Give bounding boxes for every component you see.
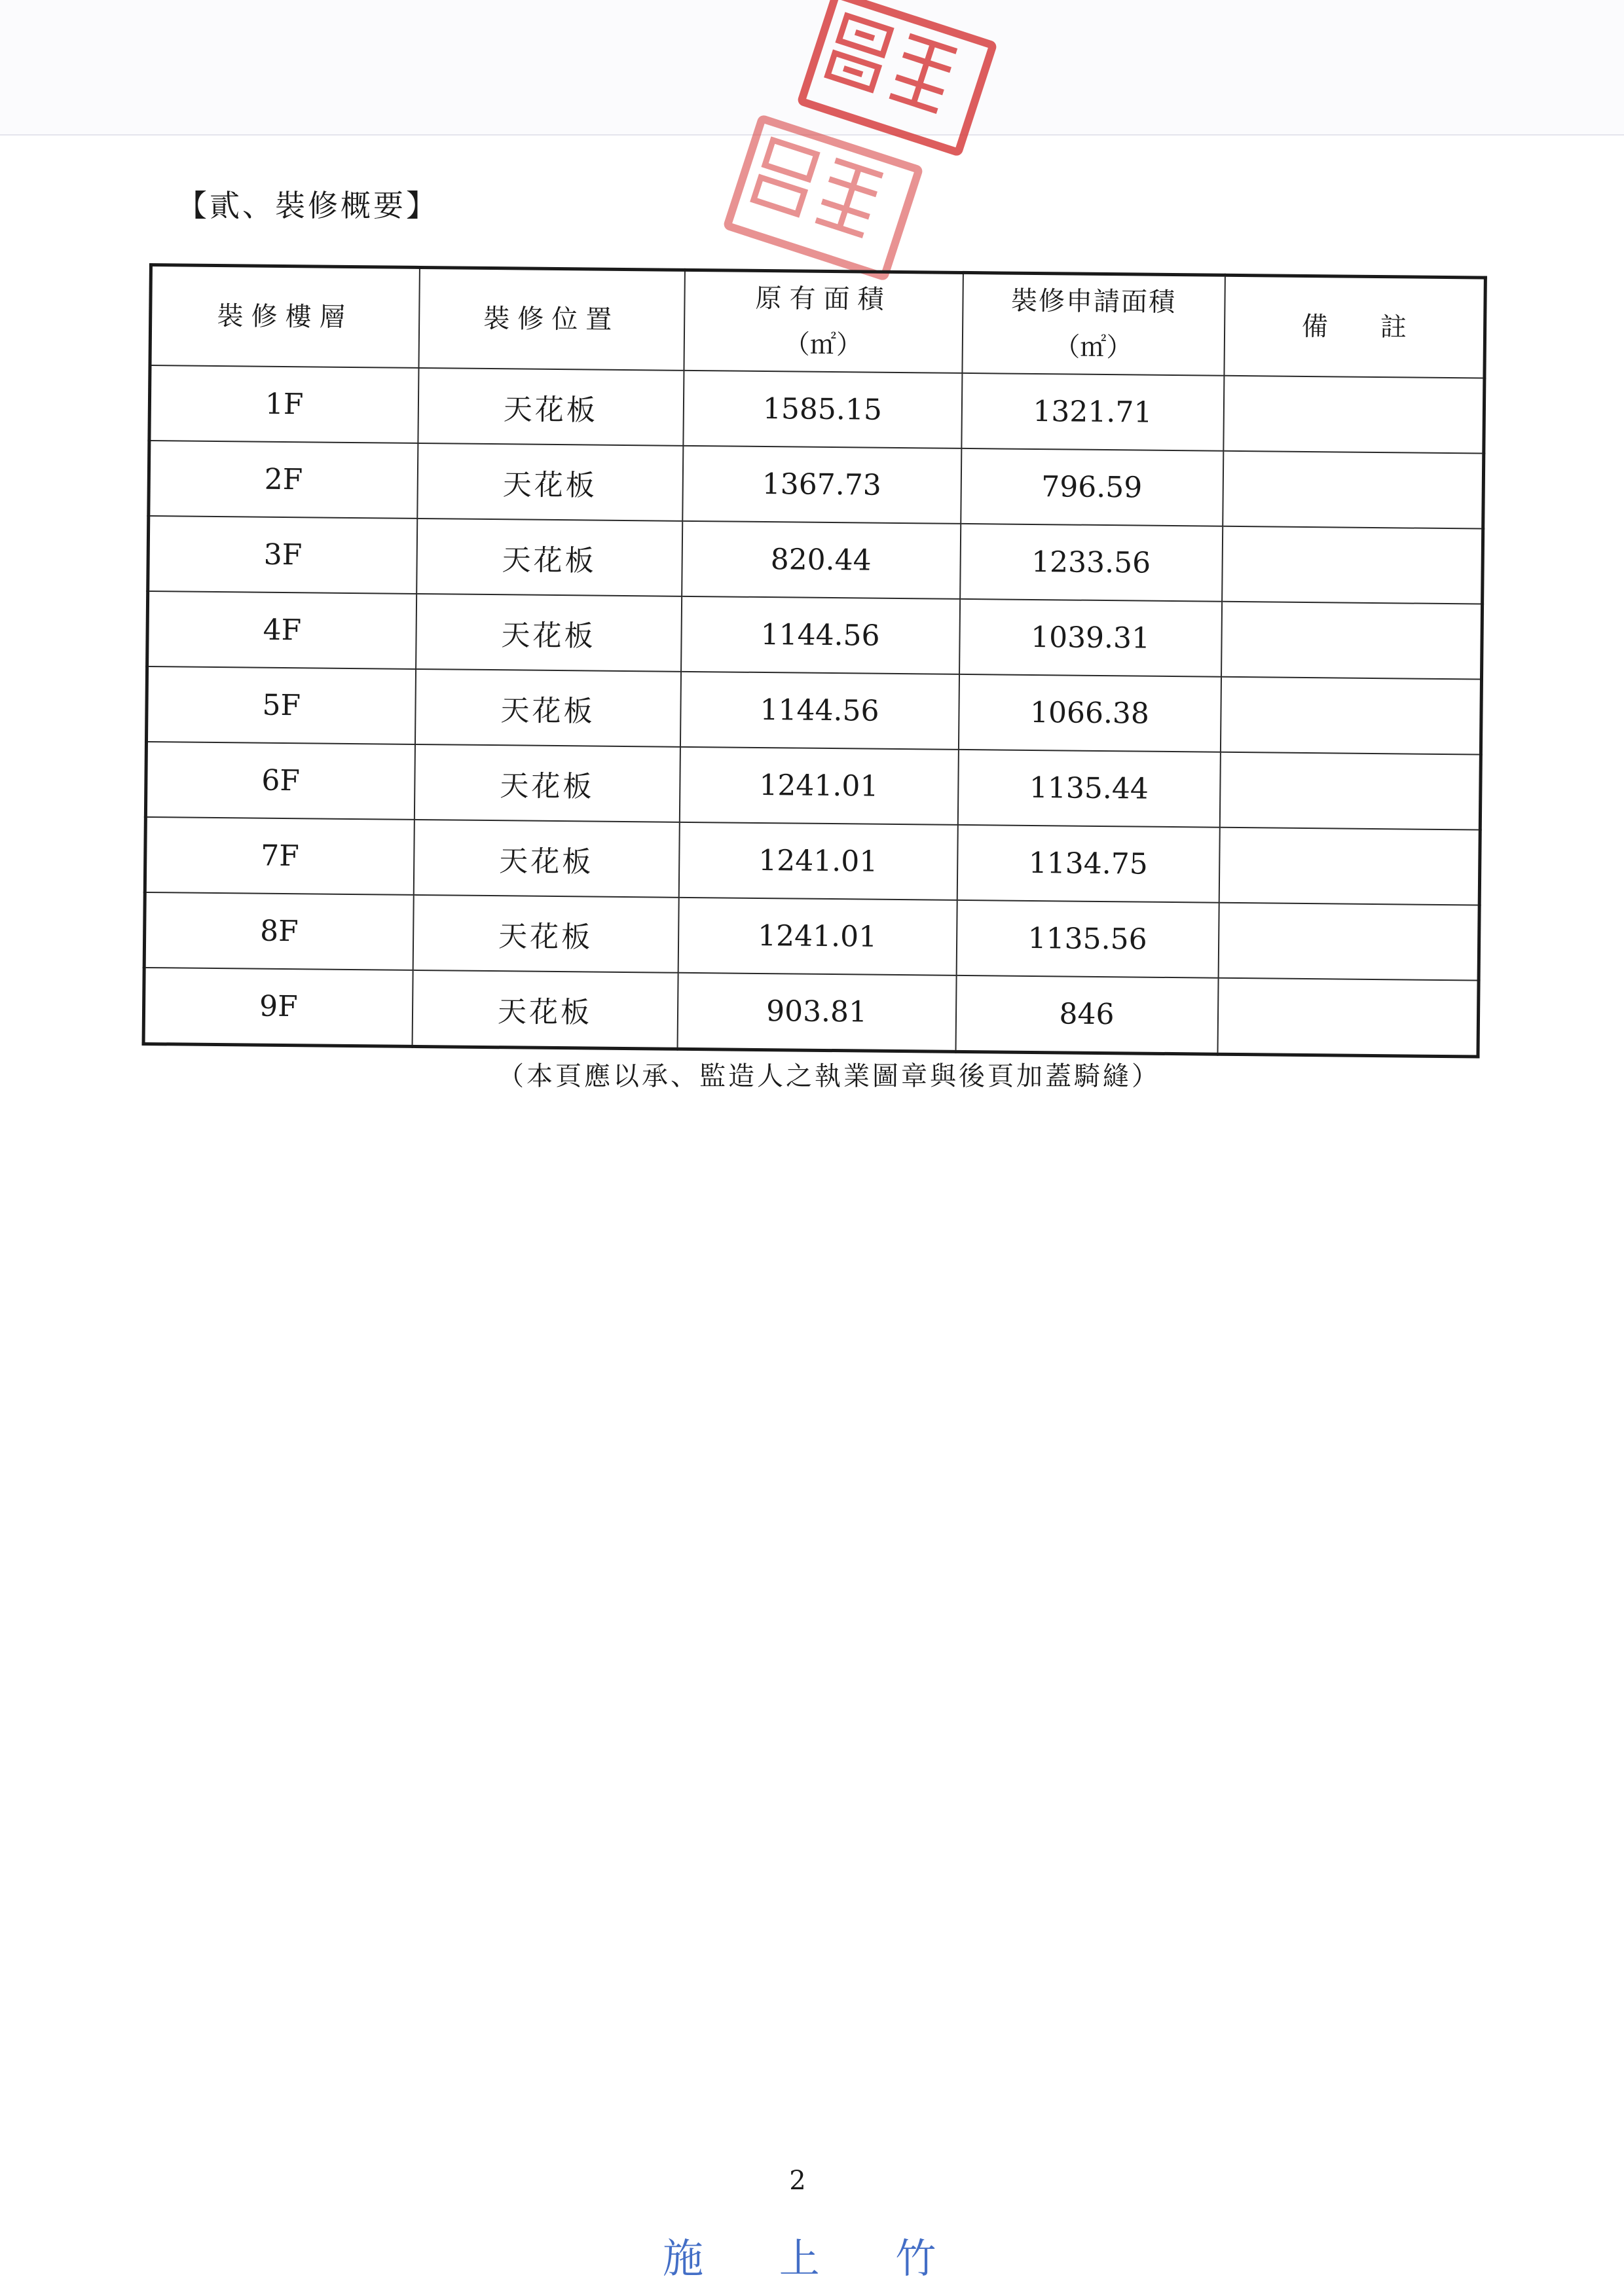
- renovation-summary-table-wrapper: [142, 263, 1484, 1059]
- cell-location: 天花板: [414, 744, 680, 822]
- cell-floor: 3F: [148, 516, 417, 594]
- cell-applied-area: 1135.44: [957, 750, 1220, 828]
- cell-floor: 9F: [143, 968, 413, 1046]
- cell-location: 天花板: [418, 368, 684, 446]
- table-row: [147, 591, 1483, 680]
- cell-remark: [1221, 602, 1483, 680]
- cell-remark: [1223, 376, 1485, 454]
- header-original-area-unit: （㎡）: [783, 329, 863, 361]
- cell-remark: [1219, 752, 1481, 830]
- cell-applied-area: 1233.56: [960, 524, 1223, 602]
- cell-original-area: 1241.01: [679, 747, 958, 825]
- cell-original-area: 1241.01: [678, 898, 957, 975]
- header-floor: 裝修樓層: [150, 265, 419, 368]
- table-row: [145, 817, 1480, 905]
- cell-remark: [1218, 903, 1479, 981]
- table-row: [144, 892, 1479, 981]
- header-location: 裝修位置: [418, 267, 684, 370]
- header-remark: [1224, 275, 1485, 378]
- seal-instruction-footnote: （本頁應以承、監造人之執業圖章與後頁加蓋騎縫）: [498, 1061, 1160, 1091]
- cell-applied-area: 1039.31: [959, 599, 1222, 677]
- red-seal-stamp-faded: [722, 114, 924, 282]
- header-remark-char-2: 註: [1380, 312, 1407, 343]
- header-remark-char-1: 備: [1301, 311, 1329, 342]
- cell-applied-area: 1066.38: [958, 674, 1221, 752]
- cell-location: 天花板: [416, 519, 682, 596]
- cell-floor: 2F: [149, 441, 418, 519]
- section-title: 【貳、裝修概要】: [177, 188, 439, 223]
- cell-original-area: 1585.15: [683, 371, 962, 448]
- cell-remark: [1217, 978, 1479, 1057]
- header-original-area: [684, 270, 963, 373]
- cell-original-area: 1367.73: [682, 446, 961, 524]
- cell-location: 天花板: [412, 970, 678, 1049]
- cell-applied-area: 1135.56: [956, 900, 1219, 978]
- cell-location: 天花板: [416, 594, 682, 672]
- table-header-row: [150, 265, 1485, 378]
- cell-remark: [1223, 451, 1484, 529]
- cell-remark: [1220, 677, 1481, 755]
- cell-floor: 4F: [147, 591, 416, 669]
- cell-location: 天花板: [413, 895, 678, 973]
- table-row: [149, 441, 1484, 529]
- cell-original-area: 820.44: [682, 521, 961, 599]
- cell-floor: 8F: [144, 892, 413, 970]
- table-row: [145, 742, 1481, 830]
- cell-original-area: 1144.56: [681, 596, 960, 674]
- cell-floor: 5F: [146, 666, 415, 744]
- header-original-area-label: 原有面積: [755, 283, 892, 315]
- cell-original-area: 1144.56: [680, 672, 959, 750]
- header-applied-area: [962, 272, 1225, 375]
- header-applied-area-label: 裝修申請面積: [1010, 285, 1177, 318]
- table-row: [143, 968, 1479, 1057]
- cell-original-area: 1241.01: [678, 822, 957, 900]
- cell-original-area: 903.81: [677, 973, 956, 1052]
- cell-floor: 6F: [145, 742, 415, 820]
- header-applied-area-unit: （㎡）: [1054, 332, 1133, 363]
- cell-location: 天花板: [415, 669, 680, 747]
- renovation-summary-table: [142, 263, 1487, 1059]
- cell-applied-area: 796.59: [961, 448, 1223, 526]
- cell-applied-area: 1321.71: [961, 373, 1224, 451]
- blue-name-stamp: 施 上 竹: [663, 2234, 968, 2282]
- cell-floor: 7F: [145, 817, 414, 895]
- cell-remark: [1219, 828, 1480, 905]
- cell-applied-area: 1134.75: [957, 825, 1219, 903]
- cell-location: 天花板: [417, 443, 683, 521]
- cell-remark: [1222, 526, 1483, 604]
- cell-floor: 1F: [149, 365, 418, 443]
- cell-location: 天花板: [413, 820, 679, 898]
- table-row: [146, 666, 1481, 755]
- table-row: [149, 365, 1485, 454]
- page-number: 2: [789, 2166, 806, 2196]
- table-row: [148, 516, 1483, 604]
- cell-applied-area: 846: [955, 975, 1218, 1054]
